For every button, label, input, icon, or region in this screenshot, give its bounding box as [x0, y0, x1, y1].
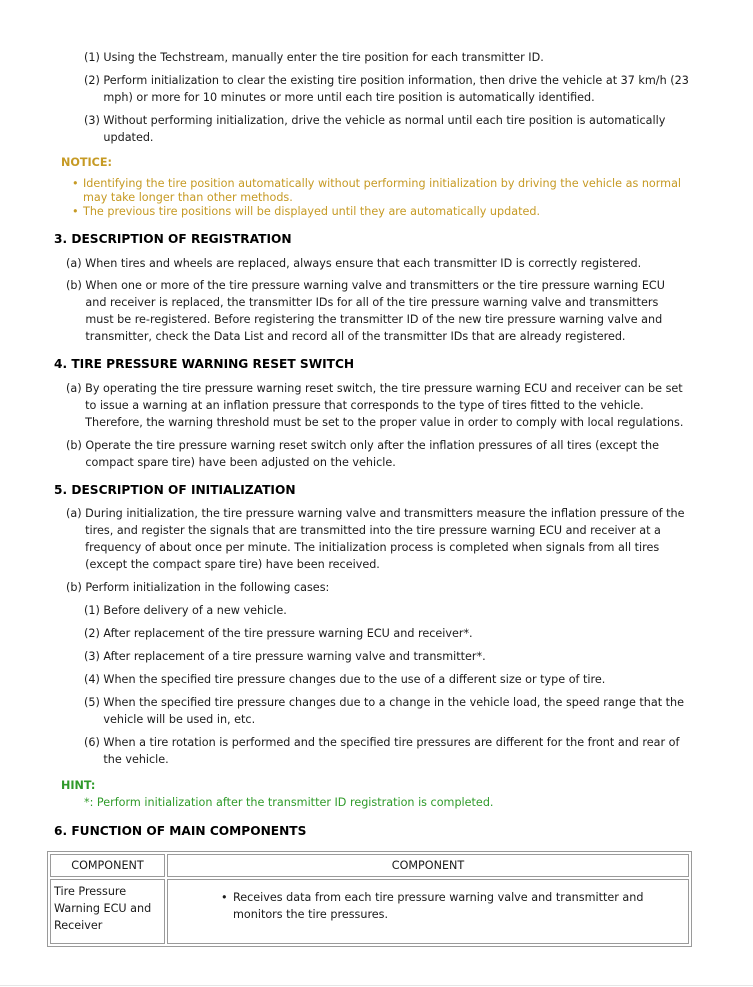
section-3-item-a — [66, 255, 696, 272]
component-name-cell: Tire Pressure Warning ECU and Receiver — [50, 879, 165, 944]
case-item-6 — [84, 734, 694, 768]
case-item-2 — [84, 625, 694, 642]
item-text: After replacement of the tire pressure warning ECU and receiver*. — [103, 627, 473, 640]
item-text: After replacement of a tire pressure warning valve and transmitter*. — [103, 650, 486, 663]
section-5-heading: 5. DESCRIPTION OF INITIALIZATION — [54, 483, 296, 497]
bullet-icon: • — [72, 177, 79, 190]
item-label: (a) — [66, 257, 86, 270]
notice-item — [72, 205, 702, 219]
section-3-heading: 3. DESCRIPTION OF REGISTRATION — [54, 232, 292, 246]
section-4-item-a — [66, 380, 696, 431]
item-text: Using the Techstream, manually enter the tire position for each transmitter ID. — [103, 51, 544, 64]
item-text: When the specified tire pressure changes due to the use of a different size or type of tire. — [103, 673, 606, 686]
item-label: (6) — [84, 736, 104, 749]
item-text: By operating the tire pressure warning reset switch, the tire pressure warning ECU and receiver can be set to issue a warning at an inflation pressure that corresponds to the type of tires fitted to the vehicle. Therefore, the warning threshold must be set to the proper value in order to comply with local regulations. — [85, 382, 684, 429]
item-text: Without performing initialization, drive the vehicle as normal until each tire position is automatically updated. — [103, 114, 666, 144]
component-function-cell — [167, 879, 689, 944]
hint-title: HINT: — [61, 779, 96, 792]
item-label: (a) — [66, 382, 86, 395]
section-5-item-a — [66, 505, 696, 573]
hint-text: *: Perform initialization after the transmitter ID registration is completed. — [84, 796, 494, 809]
item-label: (3) — [84, 650, 104, 663]
intro-item-3 — [84, 112, 690, 146]
function-text: Receives data from each tire pressure warning valve and transmitter and monitors the tire pressures. — [233, 891, 644, 921]
item-label: (b) — [66, 279, 86, 292]
column-header: COMPONENT — [167, 854, 689, 877]
case-item-4 — [84, 671, 694, 688]
item-text: Before delivery of a new vehicle. — [103, 604, 287, 617]
intro-item-2 — [84, 72, 690, 106]
components-table — [47, 851, 692, 947]
item-text: When one or more of the tire pressure warning valve and transmitters or the tire pressure warning ECU and receiver is replaced, the transmitter IDs for all of the tire pressure warning valve and transmitters must be re-registered. Before registering the transmitter ID of the new tire pressure warning valve and transmitter, check the Data List and record all of the transmitter IDs that are already registered. — [85, 279, 665, 343]
table-row — [50, 879, 689, 944]
item-label: (b) — [66, 581, 86, 594]
notice-title: NOTICE: — [61, 156, 112, 169]
case-item-3 — [84, 648, 694, 665]
item-text: When tires and wheels are replaced, always ensure that each transmitter ID is correctly registered. — [85, 257, 642, 270]
item-text: Operate the tire pressure warning reset switch only after the inflation pressures of all tires (except the compact spare tire) have been adjusted on the vehicle. — [85, 439, 660, 469]
item-text: When the specified tire pressure changes due to a change in the vehicle load, the speed range that the vehicle will be used in, etc. — [103, 696, 685, 726]
bullet-icon: • — [72, 205, 79, 218]
item-text: During initialization, the tire pressure warning valve and transmitters measure the inflation pressure of the tires, and register the signals that are transmitted into the tire pressure warning ECU and receiver at a frequency of about once per minute. The initialization process is completed when signals from all tires (except the compact spare tire) have been received. — [85, 507, 685, 571]
item-label: (4) — [84, 673, 104, 686]
item-text: Perform initialization in the following cases: — [85, 581, 330, 594]
item-label: (a) — [66, 507, 86, 520]
intro-item-1 — [84, 49, 694, 66]
section-6-heading: 6. FUNCTION OF MAIN COMPONENTS — [54, 824, 307, 838]
section-4-item-b — [66, 437, 696, 471]
item-label: (b) — [66, 439, 86, 452]
section-5-item-b — [66, 579, 696, 596]
page-bottom-divider — [0, 985, 753, 986]
table-header-row — [50, 854, 689, 877]
item-label: (1) — [84, 51, 104, 64]
item-text: When a tire rotation is performed and the specified tire pressures are different for the front and rear of the vehicle. — [103, 736, 680, 766]
notice-item — [72, 177, 702, 205]
case-item-5 — [84, 694, 694, 728]
item-label: (2) — [84, 74, 104, 87]
item-label: (5) — [84, 696, 104, 709]
item-label: (3) — [84, 114, 104, 127]
item-label: (2) — [84, 627, 104, 640]
notice-text: Identifying the tire position automatically without performing initialization by driving the vehicle as normal may take longer than other methods. — [83, 177, 682, 204]
section-4-heading: 4. TIRE PRESSURE WARNING RESET SWITCH — [54, 357, 355, 371]
section-3-item-b — [66, 277, 684, 345]
column-header: COMPONENT — [50, 854, 165, 877]
bullet-icon: • — [221, 891, 228, 904]
case-item-1 — [84, 602, 694, 619]
item-text: Perform initialization to clear the existing tire position information, then drive the vehicle at 37 km/h (23 mph) or more for 10 minutes or more until each tire position is automatically identified. — [103, 74, 689, 104]
notice-text: The previous tire positions will be displayed until they are automatically updated. — [83, 205, 540, 218]
item-label: (1) — [84, 604, 104, 617]
